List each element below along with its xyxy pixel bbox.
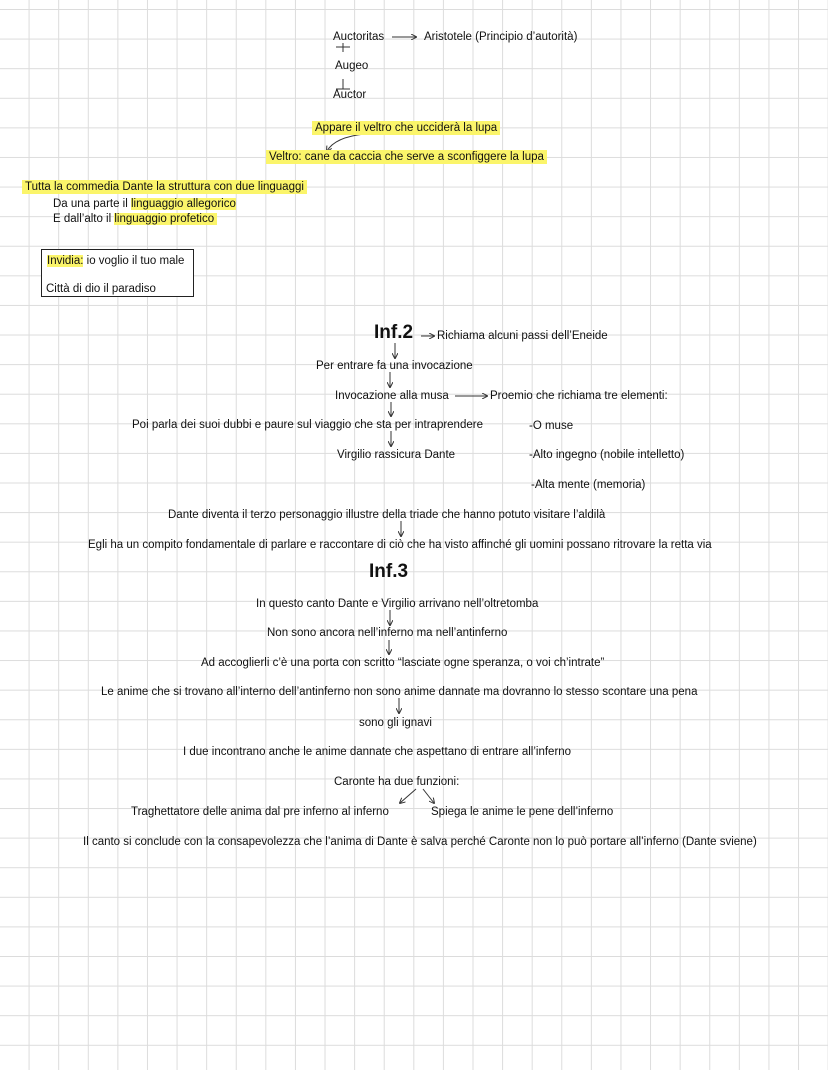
inf3-conclusione: Il canto si conclude con la consapevolezza che l’anima di Dante è salva perché Caronte non lo può portare all’inferno (Dante sviene) (83, 836, 757, 848)
aristotele-label: Aristotele (Principio d’autorità) (424, 31, 578, 43)
inf2-compito: Egli ha un compito fondamentale di parlare e raccontare di ciò che ha visto affinché gli uomini possano ritrovare la retta via (88, 539, 712, 551)
inf3-arrivano: In questo canto Dante e Virgilio arrivano nell’oltretomba (256, 598, 539, 610)
inf2-elemento-2: -Alto ingegno (nobile intelletto) (529, 449, 685, 461)
inf3-caronte: Caronte ha due funzioni: (334, 776, 460, 788)
inf2-elemento-1: -O muse (529, 420, 574, 432)
arrow-veltro (327, 134, 365, 151)
inf2-elemento-3: -Alta mente (memoria) (531, 479, 646, 491)
inf2-title: Inf.2 (374, 322, 414, 343)
invidia-line (47, 254, 184, 268)
auctoritas-label: Auctoritas (333, 31, 385, 43)
inf3-title: Inf.3 (369, 561, 409, 582)
linguaggio-allegorico-prefix: Da una parte il (53, 198, 131, 210)
inf3-anime: Le anime che si trovano all’interno dell’antinferno non sono anime dannate ma dovranno lo stesso scontare una pena (101, 686, 698, 698)
inf3-spiega: Spiega le anime le pene dell’inferno (431, 806, 614, 818)
linguaggio-allegorico-line (53, 197, 236, 211)
inf2-per-entrare: Per entrare fa una invocazione (316, 360, 473, 372)
auctor-label: Auctor (333, 89, 367, 101)
invidia-text: io voglio il tuo male (83, 255, 185, 267)
inf2-proemio: Proemio che richiama tre elementi: (490, 390, 668, 402)
linguaggio-profetico-line (53, 212, 217, 226)
inf3-incontrano: I due incontrano anche le anime dannate che aspettano di entrare all’inferno (183, 746, 572, 758)
inf3-traghettatore: Traghettatore delle anima dal pre inferno al inferno (131, 806, 389, 818)
linguaggi-intro: Tutta la commedia Dante la struttura con due linguaggi (22, 180, 307, 194)
linguaggio-profetico-prefix: E dall’alto il (53, 213, 115, 225)
inf2-invocazione: Invocazione alla musa (335, 390, 449, 402)
augeo-label: Augeo (335, 60, 369, 72)
inf2-richiama: Richiama alcuni passi dell’Eneide (437, 330, 608, 342)
inf3-antinferno: Non sono ancora nell’inferno ma nell’antinferno (267, 627, 508, 639)
invidia-label: Invidia: (47, 255, 84, 267)
inf2-virgilio: Virgilio rassicura Dante (337, 449, 456, 461)
citta-di-dio: Città di dio il paradiso (46, 283, 156, 295)
inf3-porta: Ad accoglierli c’è una porta con scritto “lasciate ogne speranza, o voi ch’intrate” (201, 657, 605, 669)
linguaggio-profetico: linguaggio profetico (114, 213, 217, 225)
linguaggio-allegorico: linguaggio allegorico (131, 198, 236, 210)
inf3-ignavi: sono gli ignavi (359, 717, 432, 729)
inf2-dubbi: Poi parla dei suoi dubbi e paure sul viaggio che sta per intraprendere (132, 419, 483, 431)
inf2-terzo: Dante diventa il terzo personaggio illustre della triade che hanno potuto visitare l’aldilà (168, 509, 606, 521)
veltro-definizione: Veltro: cane da caccia che serve a sconfiggere la lupa (266, 150, 547, 164)
veltro-appare: Appare il veltro che ucciderà la lupa (312, 121, 500, 135)
